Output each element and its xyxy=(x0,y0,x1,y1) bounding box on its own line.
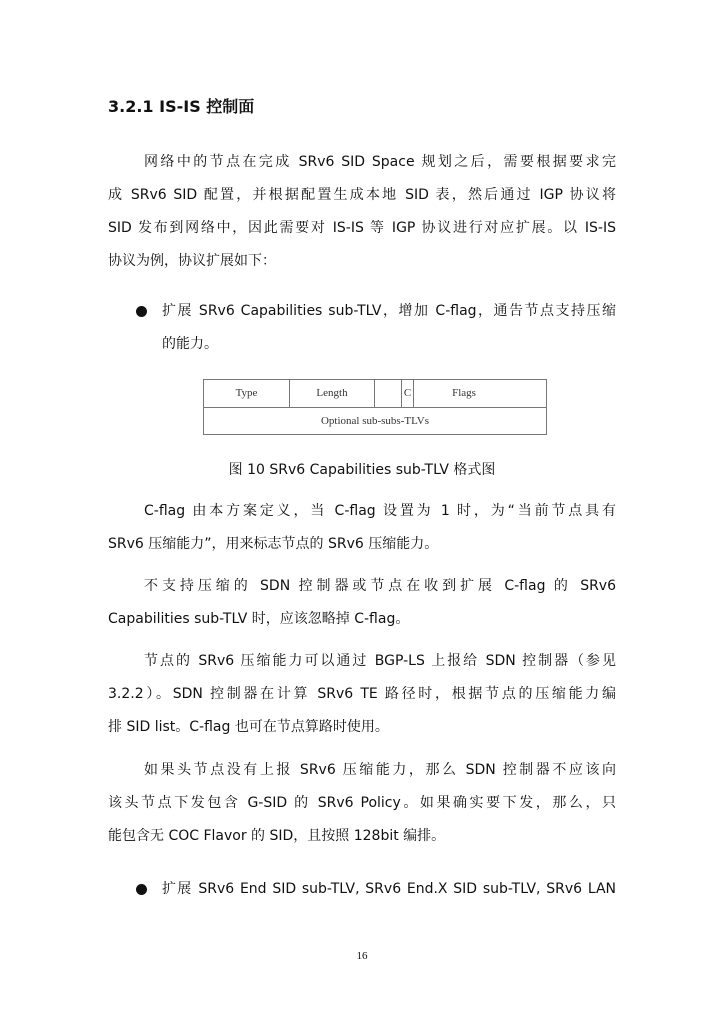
tlv-format-figure xyxy=(203,379,547,435)
text-line: 扩展 SRv6 End SID sub-TLV, SRv6 End.X SID sub-TLV, SRv6 LAN xyxy=(162,881,616,897)
text-line: 该头节点下发包含 G-SID 的 SRv6 Policy。如果确实要下发，那么，只 xyxy=(108,795,616,811)
bullet-icon xyxy=(136,306,147,317)
figure-caption: 图 10 SRv6 Capabilities sub-TLV 格式图 xyxy=(228,462,496,478)
text-line: 的能力。 xyxy=(162,336,218,352)
page-number: 16 xyxy=(356,950,368,962)
tlv-flags-field: Flags xyxy=(452,387,476,399)
bullet-icon xyxy=(136,884,147,895)
text-line: 扩展 SRv6 Capabilities sub-TLV，增加 C-flag，通告节点支持压缩 xyxy=(162,303,616,319)
text-line: 如果头节点没有上报 SRv6 压缩能力，那么 SDN 控制器不应该向 xyxy=(144,762,616,778)
bullet-item-1 xyxy=(108,295,616,361)
text-line: C-flag 由本方案定义，当 C-flag 设置为 1 时，为“当前节点具有 xyxy=(144,503,616,519)
section-heading: 3.2.1 IS-IS 控制面 xyxy=(108,97,255,116)
paragraph-1 xyxy=(108,146,616,278)
text-line: SID 发布到网络中，因此需要对 IS-IS 等 IGP 协议进行对应扩展。以 IS-IS xyxy=(108,220,616,236)
text-line: 成 SRv6 SID 配置，并根据配置生成本地 SID 表，然后通过 IGP 协议将 xyxy=(108,187,616,203)
text-line: 不支持压缩的 SDN 控制器或节点在收到扩展 C-flag 的 SRv6 xyxy=(144,578,616,594)
tlv-c-flag-field: C xyxy=(402,380,414,407)
paragraph-2 xyxy=(108,495,616,561)
paragraph-3 xyxy=(108,570,616,636)
paragraph-5 xyxy=(108,754,616,853)
text-line: 能包含无 COC Flavor 的 SID，且按照 128bit 编排。 xyxy=(108,828,446,844)
bullet-item-2 xyxy=(108,873,616,906)
text-line: SRv6 压缩能力”，用来标志节点的 SRv6 压缩能力。 xyxy=(108,536,439,552)
tlv-blank-field xyxy=(375,380,402,407)
tlv-optional-row: Optional sub-subs-TLVs xyxy=(320,415,430,427)
text-line: 协议为例，协议扩展如下： xyxy=(108,253,276,269)
paragraph-4 xyxy=(108,645,616,744)
tlv-type-field: Type xyxy=(204,380,290,407)
tlv-length-field: Length xyxy=(290,380,375,407)
text-line: 节点的 SRv6 压缩能力可以通过 BGP-LS 上报给 SDN 控制器（参见 xyxy=(144,653,616,669)
text-line: 3.2.2）。SDN 控制器在计算 SRv6 TE 路径时，根据节点的压缩能力编 xyxy=(108,686,616,702)
tlv-header-row xyxy=(204,380,546,408)
text-line: Capabilities sub-TLV 时，应该忽略掉 C-flag。 xyxy=(108,611,410,627)
text-line: 排 SID list。C-flag 也可在节点算路时使用。 xyxy=(108,719,389,735)
text-line: 网络中的节点在完成 SRv6 SID Space 规划之后，需要根据要求完 xyxy=(144,154,616,170)
